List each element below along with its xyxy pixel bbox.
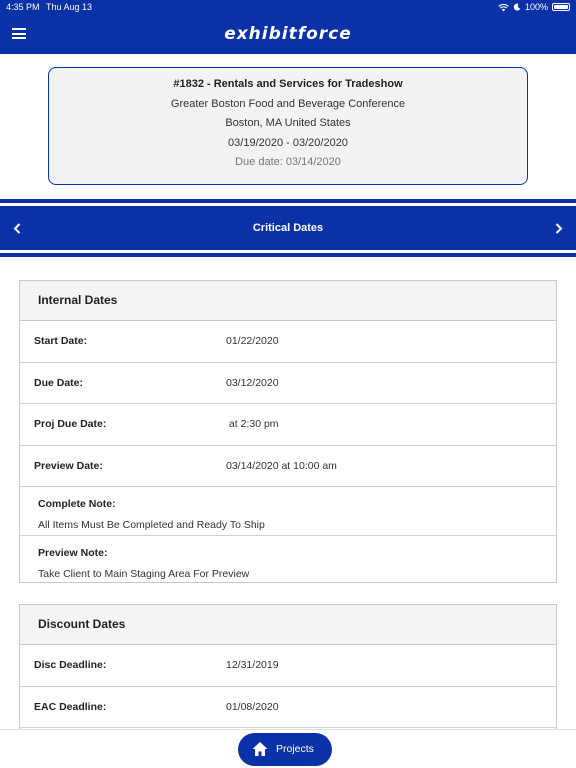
projects-button-label: Projects <box>276 743 314 755</box>
section-navigator <box>0 199 576 258</box>
project-dates: 03/19/2020 - 03/20/2020 <box>228 136 348 149</box>
date-row <box>20 321 556 363</box>
date-label: Preview Date: <box>34 459 103 472</box>
bottom-bar <box>0 729 576 768</box>
project-event: Greater Boston Food and Beverage Conference <box>170 97 406 110</box>
date-value: 03/12/2020 <box>226 376 279 389</box>
projects-button[interactable] <box>238 733 332 766</box>
date-label: Disc Deadline: <box>34 659 107 671</box>
date-value: 01/08/2020 <box>226 700 279 713</box>
date-value: at 2:30 pm <box>226 418 279 430</box>
discount-dates-section <box>19 604 557 729</box>
date-value: 12/31/2019 <box>226 659 279 671</box>
nav-title: Critical Dates <box>252 222 324 234</box>
note-value: Take Client to Main Staging Area For Preview <box>38 568 250 580</box>
date-label: Due Date: <box>34 376 84 389</box>
date-value: 03/14/2020 at 10:00 am <box>226 459 337 472</box>
moon-icon <box>513 3 521 11</box>
battery-percent: 100% <box>524 2 548 12</box>
battery-icon <box>552 3 570 11</box>
project-due-date: Due date: 03/14/2020 <box>235 156 341 168</box>
note-label: Complete Note: <box>38 498 116 510</box>
status-bar <box>0 0 576 14</box>
status-indicators <box>498 2 570 12</box>
date-row <box>20 687 556 729</box>
project-location: Boston, MA United States <box>225 117 351 129</box>
status-time: 4:35 PM <box>6 2 40 12</box>
note-row <box>20 487 556 536</box>
status-date: Thu Aug 13 <box>46 2 93 12</box>
date-row <box>20 363 556 405</box>
date-label: Start Date: <box>34 335 88 347</box>
project-title: #1832 - Rentals and Services for Tradeshow <box>173 78 403 90</box>
chevron-right-icon[interactable] <box>555 223 563 234</box>
date-row <box>20 645 556 687</box>
wifi-icon <box>498 3 509 12</box>
home-icon <box>252 741 268 757</box>
internal-dates-section <box>19 280 557 583</box>
section-heading: Discount Dates <box>20 605 556 645</box>
date-row <box>20 404 556 446</box>
note-row <box>20 536 556 585</box>
note-value: All Items Must Be Completed and Ready To Ship <box>38 519 265 531</box>
note-label: Preview Note: <box>38 547 108 559</box>
date-value: 01/22/2020 <box>226 335 279 347</box>
date-label: EAC Deadline: <box>34 700 107 713</box>
project-summary-card <box>48 67 528 185</box>
nav-divider-top <box>0 199 576 203</box>
nav-divider-bottom <box>0 253 576 257</box>
app-logo: exhibitforce <box>224 24 352 44</box>
date-row <box>20 446 556 488</box>
date-label: Proj Due Date: <box>34 418 107 430</box>
section-heading: Internal Dates <box>20 281 556 321</box>
app-header <box>0 0 576 54</box>
nav-bar <box>0 206 576 250</box>
